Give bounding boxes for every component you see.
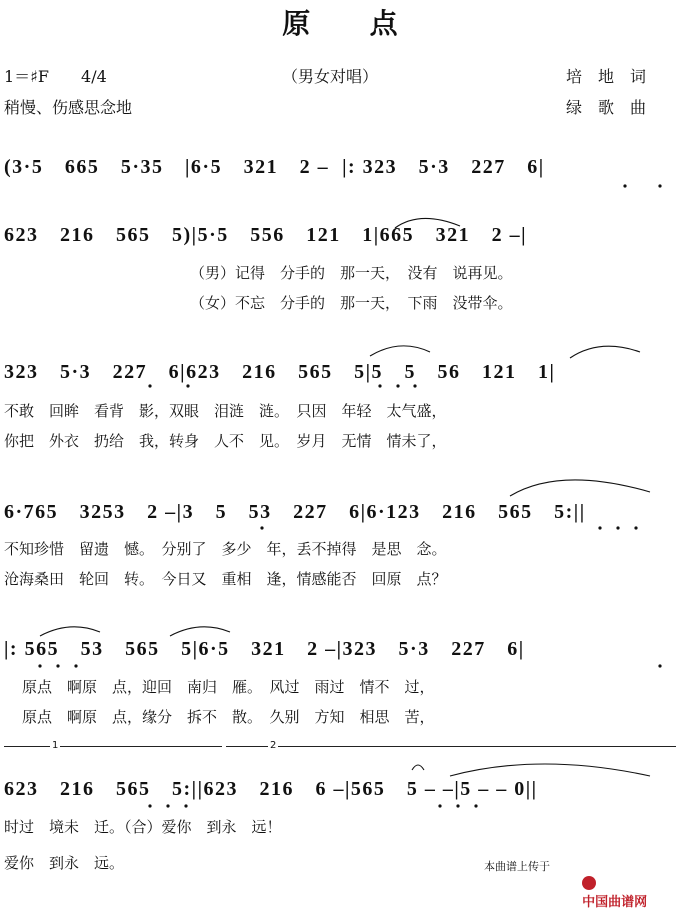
notation-line-6: 623 216 565 5:||623 216 6 –|565 5 – –|5 – – 0|| — [4, 778, 538, 800]
octave-dot — [658, 664, 661, 667]
octave-dot — [413, 384, 416, 387]
lyrics-line-3-first: 不敢 回眸 看背 影，双眼 泪涟 涟。 只因 年轻 太气盛， — [4, 402, 447, 420]
octave-dot — [658, 184, 661, 187]
lyrics-line-5-first: 原点 啊原 点，迎回 南归 雁。 风过 雨过 情不 过， — [22, 678, 435, 696]
composer-credit: 绿 歌 曲 — [566, 98, 647, 117]
lyrics-tail: 爱你 到永 远。 — [4, 854, 125, 872]
slur — [170, 627, 230, 636]
octave-dot — [184, 804, 187, 807]
lyrics-line-2-male: （男）记得 分手的 那一天， 没有 说再见。 — [190, 264, 513, 282]
lyrics-line-3-second: 你把 外衣 扔给 我，转身 人不 见。 岁月 无情 情未了， — [4, 432, 447, 450]
slur — [370, 346, 430, 356]
slur — [395, 218, 460, 228]
octave-dot — [396, 384, 399, 387]
octave-dot — [456, 804, 459, 807]
slur — [510, 480, 650, 496]
slur — [450, 764, 650, 776]
slur — [570, 346, 640, 358]
lyrics-line-5-second: 原点 啊原 点，缘分 拆不 散。 久别 方知 相思 苦， — [22, 708, 435, 726]
lyricist-credit: 培 地 词 — [566, 67, 647, 86]
octave-dot — [616, 526, 619, 529]
octave-dot — [56, 664, 59, 667]
lyrics-line-2-female: （女）不忘 分手的 那一天， 下雨 没带伞。 — [190, 294, 513, 312]
octave-dot — [186, 384, 189, 387]
octave-dot — [634, 526, 637, 529]
notation-line-1: (3·5 665 5·35 |6·5 321 2 – |: 323 5·3 227 6| — [4, 156, 545, 178]
volta-number-1: 1 — [52, 740, 59, 751]
notation-line-5: |: 565 53 565 5|6·5 321 2 –|323 5·3 227 6| — [4, 638, 525, 660]
volta-number-2: 2 — [270, 740, 277, 751]
lyrics-line-4-first: 不知珍惜 留遗 憾。 分别了 多少 年，丢不掉得 是思 念。 — [4, 540, 447, 558]
tempo-marking: 稍慢、伤感思念地 — [4, 98, 133, 117]
lyrics-line-6: 时过 境未 迁。（合）爱你 到永 远！ — [4, 818, 282, 836]
octave-dot — [148, 384, 151, 387]
octave-dot — [260, 526, 263, 529]
site-logo-text: 中国曲谱网 — [582, 895, 648, 910]
octave-dot — [166, 804, 169, 807]
octave-dot — [38, 664, 41, 667]
notation-line-4: 6·765 3253 2 –|3 5 53 227 6|6·123 216 565 5:|| — [4, 501, 586, 523]
performance-mode: （男女对唱） — [282, 67, 379, 86]
upload-credit: 本曲谱上传于 — [484, 860, 550, 873]
octave-dot — [148, 804, 151, 807]
octave-dot — [623, 184, 626, 187]
octave-dot — [438, 804, 441, 807]
lyrics-line-4-second: 沧海桑田 轮回 转。 今日又 重相 逢，情感能否 回原 点？ — [4, 570, 447, 588]
octave-dot — [598, 526, 601, 529]
key-time-signature: 1＝♯F 4/4 — [4, 67, 107, 86]
song-title: 原 点 — [282, 7, 399, 40]
octave-dot — [474, 804, 477, 807]
octave-dot — [378, 384, 381, 387]
notation-line-2: 623 216 565 5)|5·5 556 121 1|665 321 2 –| — [4, 224, 528, 246]
slur — [40, 627, 100, 636]
notation-line-3: 323 5·3 227 6|623 216 565 5|5 5 56 121 1| — [4, 361, 556, 383]
octave-dot — [74, 664, 77, 667]
fermata — [412, 765, 424, 770]
